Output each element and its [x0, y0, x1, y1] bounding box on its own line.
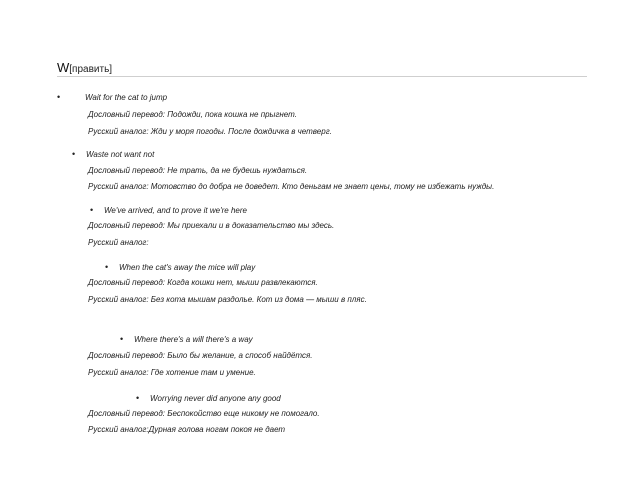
proverb-phrase: Wait for the cat to jump	[85, 93, 168, 102]
bullet-icon: •	[57, 92, 61, 102]
bullet-icon: •	[120, 334, 124, 344]
list-item	[57, 92, 167, 103]
edit-link[interactable]: [править]	[69, 64, 113, 75]
russian-analog: Русский аналог: Без кота мышам раздолье. Кот из дома — мыши в пляс.	[88, 295, 367, 304]
list-item	[136, 393, 281, 404]
proverb-phrase: Worrying never did anyone any good	[150, 394, 281, 403]
literal-translation: Дословный перевод: Не трать, да не будешь нуждаться.	[88, 166, 308, 175]
russian-analog: Русский аналог: Жди у моря погоды. После дождичка в четверг.	[88, 127, 332, 136]
bullet-icon: •	[72, 149, 76, 159]
russian-analog: Русский аналог: Где хотение там и умение.	[88, 368, 256, 377]
proverb-phrase: We've arrived, and to prove it we're here	[104, 206, 247, 215]
list-item	[72, 149, 154, 160]
literal-translation: Дословный перевод: Когда кошки нет, мыши развлекаются.	[88, 278, 318, 287]
list-item	[90, 205, 247, 216]
proverb-phrase: Waste not want not	[86, 150, 155, 159]
literal-translation: Дословный перевод: Подожди, пока кошка не прыгнет.	[88, 110, 297, 119]
russian-analog: Русский аналог:	[88, 238, 149, 247]
literal-translation: Дословный перевод: Было бы желание, а способ найдётся.	[88, 351, 313, 360]
bullet-icon: •	[90, 205, 94, 215]
bullet-icon: •	[136, 393, 140, 403]
proverb-phrase: Where there's a will there's a way	[134, 335, 253, 344]
russian-analog: Русский аналог: Мотовство до добра не доведет. Кто деньгам не знает цены, тому не избежать нужды.	[88, 182, 495, 191]
list-item	[120, 334, 253, 345]
heading-divider	[57, 76, 587, 77]
proverb-phrase: When the cat's away the mice will play	[119, 263, 256, 272]
bullet-icon: •	[105, 262, 109, 272]
russian-analog: Русский аналог:Дурная голова ногам покоя не дает	[88, 425, 286, 434]
literal-translation: Дословный перевод: Мы приехали и в доказательство мы здесь.	[88, 221, 335, 230]
list-item	[105, 262, 255, 273]
literal-translation: Дословный перевод: Беспокойство еще никому не помогало.	[88, 409, 320, 418]
section-heading	[57, 60, 112, 75]
section-letter: W	[57, 60, 70, 75]
